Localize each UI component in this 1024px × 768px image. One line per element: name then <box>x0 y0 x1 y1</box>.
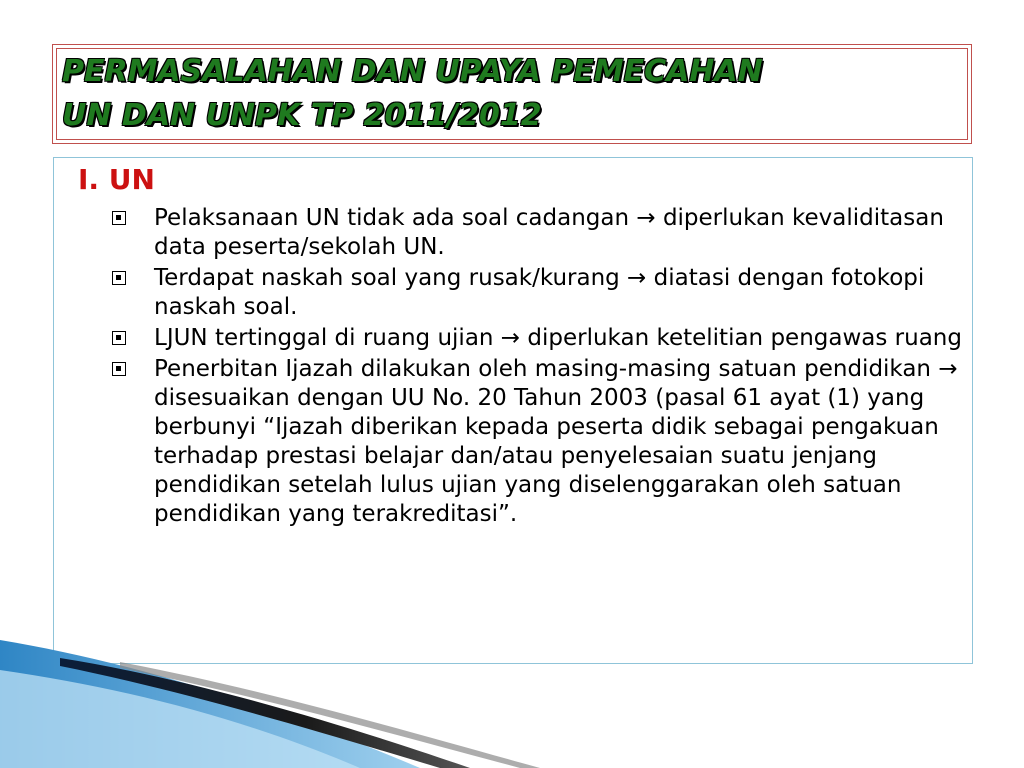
bullet-text: Penerbitan Ijazah dilakukan oleh masing-masing satuan pendidikan → disesuaikan dengan UU No. 20 Tahun 2003 (pasal 61 ayat (1) yang berbunyi “Ijazah diberikan kepada peserta didik sebagai pengakuan terhadap prestasi belajar dan/atau penyelesaian suatu jenjang pendidikan setelah lulus ujian yang diselenggarakan oleh satuan pendidikan yang terakreditasi”. <box>154 356 958 527</box>
square-bullet-icon <box>112 211 126 225</box>
decorative-swoosh <box>0 600 600 768</box>
bullet-text: Terdapat naskah soal yang rusak/kurang → diatasi dengan fotokopi naskah soal. <box>154 265 925 320</box>
bullet-list <box>110 204 965 531</box>
square-bullet-icon <box>112 271 126 285</box>
slide-title <box>62 50 962 138</box>
list-item <box>110 264 965 322</box>
bullet-text: Pelaksanaan UN tidak ada soal cadangan → diperlukan kevaliditasan data peserta/sekolah UN. <box>154 205 944 260</box>
bullet-text: LJUN tertinggal di ruang ujian → diperlukan ketelitian pengawas ruang <box>154 325 962 351</box>
list-item <box>110 324 965 353</box>
slide-title-line-2: UN DAN UNPK TP 2011/2012 <box>62 98 542 133</box>
slide-title-line-1: PERMASALAHAN DAN UPAYA PEMECAHAN <box>62 54 763 89</box>
list-item <box>110 204 965 262</box>
square-bullet-icon <box>112 362 126 376</box>
section-heading: I. UN <box>78 163 155 196</box>
square-bullet-icon <box>112 331 126 345</box>
list-item <box>110 355 965 529</box>
